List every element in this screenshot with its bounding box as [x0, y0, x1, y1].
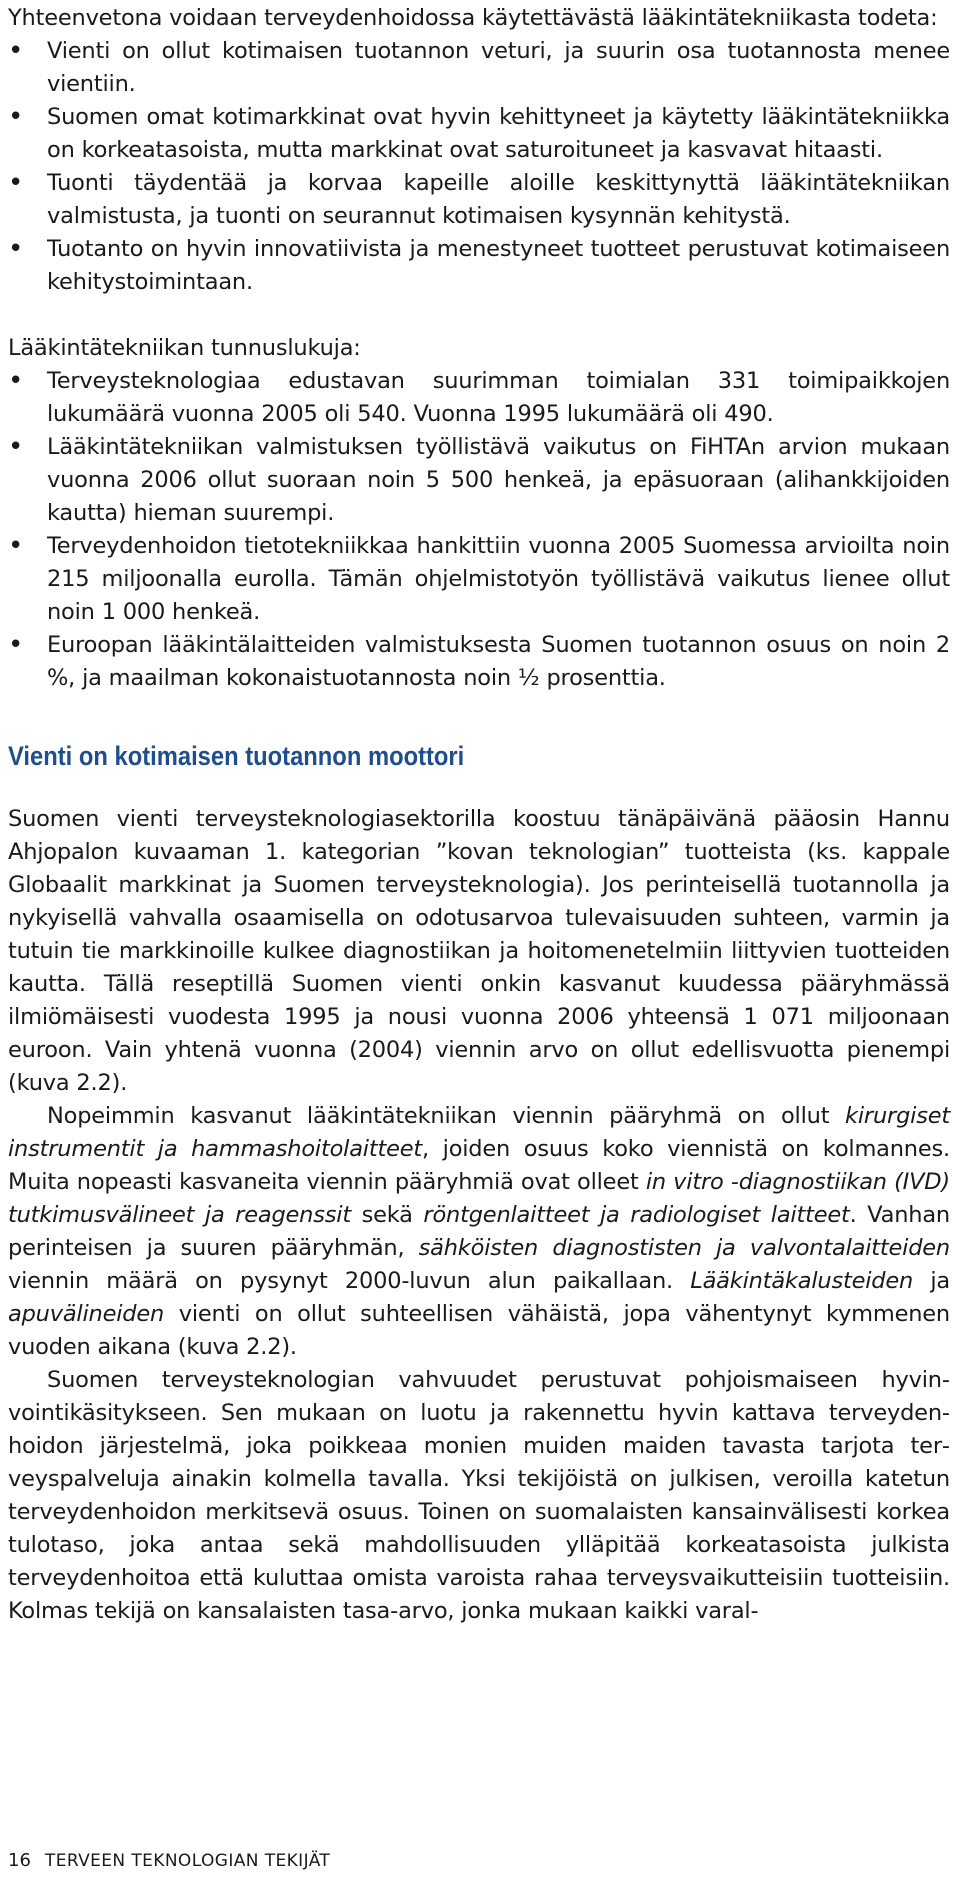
list-item: • Terveysteknologiaa edustavan suurimman toimialan 331 toimipaikkojen lukumäärä vuonna 2005 oli 540. Vuonna 1995 lukumäärä oli 490.	[8, 365, 950, 431]
list-item: • Lääkintätekniikan valmistuksen työllistävä vaikutus on FiHTAn arvion mukaan vuonna 2006 ollut suoraan noin 5 500 henkeä, ja epäsuoraan (alihankkijoiden kautta) hieman suurempi.	[8, 431, 950, 530]
emphasis-text: Lääkintäkalusteiden	[690, 1268, 914, 1294]
summary-bullet-list	[8, 35, 950, 299]
body-paragraph-2	[8, 1100, 950, 1364]
keyfigures-bullet-list	[8, 365, 950, 695]
paragraph-text: vienti on ollut suhteellisen vähäistä, jopa vähentynyt kymmenen vuoden aikana (kuva 2.2).	[8, 1301, 950, 1360]
paragraph-text: ja	[913, 1268, 950, 1294]
emphasis-text: sähköisten diagnostisten ja valvontalaitteiden	[418, 1235, 950, 1261]
paragraph-text: sekä	[350, 1202, 424, 1228]
paragraph-text: Nopeimmin kasvanut lääkintätekniikan viennin pääryhmä on ollut	[47, 1103, 846, 1129]
page-footer	[8, 1850, 330, 1872]
paragraph-text: viennin määrä on pysynyt 2000-luvun alun paikallaan.	[8, 1268, 691, 1294]
list-item: • Terveydenhoidon tietotekniikkaa hankittiin vuonna 2005 Suomessa arvioilta noin 215 miljoonalla eurolla. Tämän ohjelmistotyön työllistävä vaikutus lienee ollut noin 1 000 henkeä.	[8, 530, 950, 629]
summary-intro: Yhteenvetona voidaan terveydenhoidossa käytettävästä lääkintätekniikasta todeta:	[8, 5, 938, 31]
emphasis-text: röntgenlaitteet ja radiologiset laitteet	[423, 1202, 850, 1228]
page-number: 16	[8, 1850, 31, 1871]
list-item: • Tuonti täydentää ja korvaa kapeille aloille keskittynyttä lääkintätekniikan valmistusta, ja tuonti on seurannut kotimaisen kysynnän kehitystä.	[8, 167, 950, 233]
document-page	[8, 0, 950, 1628]
list-item: • Vienti on ollut kotimaisen tuotannon veturi, ja suurin osa tuotannosta menee vientiin.	[8, 35, 950, 101]
list-item: • Euroopan lääkintälaitteiden valmistuksesta Suomen tuotannon osuus on noin 2 %, ja maailman kokonaistuotannosta noin ½ prosenttia.	[8, 629, 950, 695]
paragraph-text: . Vanhan perinteisen ja suuren pääryhmän,	[8, 1202, 950, 1261]
body-paragraph-1: Suomen vienti terveysteknologiasektorilla koostuu tänäpäivänä pääosin Hannu Ahjopalon kuvaaman 1. kategorian ”kovan teknologian” tuotteista (ks. kappale Globaalit markkinat ja Suomen terveysteknologia). Jos perinteisellä tuotannolla ja nykyisellä vahvalla osaamisella on odotusarvoa tulevaisuuden suhteen, varmin ja tutuin tie markkinoille kulkee diagnostiikan ja hoitomenetelmiin liittyvien tuotteiden kautta. Tällä reseptillä Suomen vienti onkin kasvanut kuudessa pääryhmässä ilmiömäisesti vuodesta 1995 ja nousi vuonna 2006 yhteensä 1 071 miljoonaan euroon. Vain yhtenä vuonna (2004) viennin arvo on ollut edellisvuotta pienempi (kuva 2.2).	[8, 806, 950, 1096]
list-item: • Tuotanto on hyvin innovatiivista ja menestyneet tuotteet perustuvat kotimaiseen kehitystoimintaan.	[8, 233, 950, 299]
emphasis-text: kirurgiset instrumentit ja hammashoitolaitteet	[8, 1103, 950, 1162]
running-head: TERVEEN TEKNOLOGIAN TEKIJÄT	[44, 1851, 331, 1871]
emphasis-text: in vitro -diagnostiikan (IVD) tutkimusvälineet ja reagenssit	[8, 1169, 950, 1228]
keyfigures-intro: Lääkintätekniikan tunnuslukuja:	[8, 335, 361, 361]
list-item: • Suomen omat kotimarkkinat ovat hyvin kehittyneet ja käytetty lääkintätekniikka on korkeatasoista, mutta markkinat ovat saturoituneet ja kasvavat hitaasti.	[8, 101, 950, 167]
body-paragraph-3: Suomen terveysteknologian vahvuudet perustuvat pohjoismaiseen hyvinvointikäsitykseen. Sen mukaan on luotu ja rakennettu hyvin kattava terveydenhoidon järjestelmä, joka poikkeaa monien muiden maiden tavasta tarjota terveyspalveluja ainakin kolmella tavalla. Yksi tekijöistä on julkisen, veroilla katetun terveydenhoidon merkitsevä osuus. Toinen on suomalaisten kansainvälisesti korkea tulotaso, joka antaa sekä mahdollisuuden ylläpitää korkeatasoista julkista terveydenhoitoa että kuluttaa omista varoista rahaa terveysvaikutteisiin tuotteisiin. Kolmas tekijä on kansalaisten tasa-arvo, jonka mukaan kaikki varal-	[8, 1367, 950, 1624]
emphasis-text: apuvälineiden	[8, 1301, 165, 1327]
paragraph-text: , joiden osuus koko viennistä on kolmannes. Muita nopeasti kasvaneita viennin pääryhmiä ovat olleet	[8, 1136, 950, 1195]
section-heading: Vienti on kotimaisen tuotannon moottori	[8, 741, 465, 771]
